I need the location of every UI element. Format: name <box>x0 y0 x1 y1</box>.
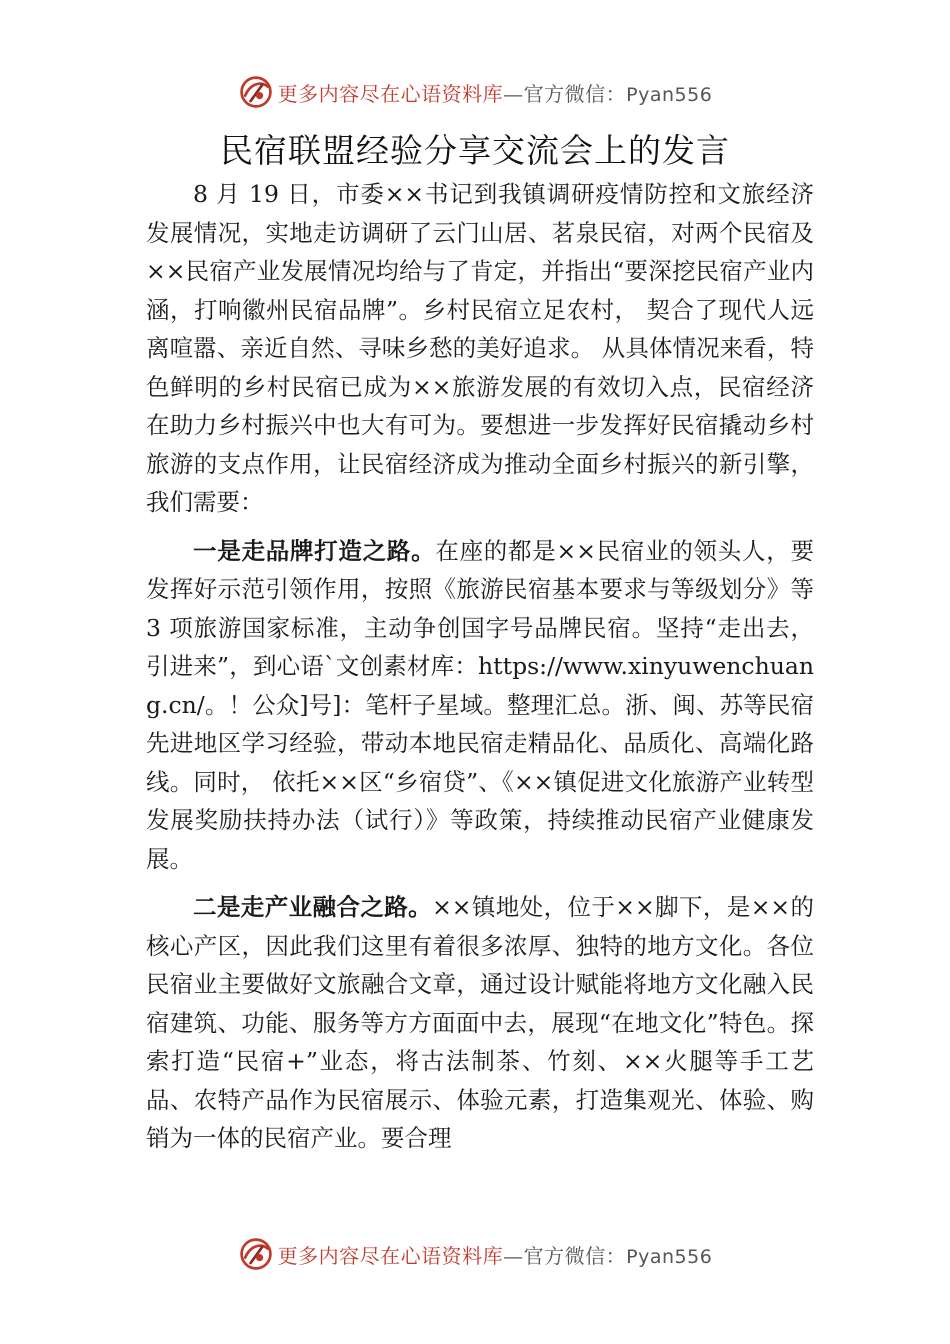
watermark-separator: — <box>503 81 524 106</box>
footer-watermark <box>0 1232 950 1276</box>
paragraph-text: 在座的都是××民宿业的领头人，要发挥好示范引领作用，按照《旅游民宿基本要求与等级划分》等 3 项旅游国家标准，主动争创国字号品牌民宿。坚持“走出去，引进来”，到心语`文创素材库：https://www.xinyuwenchuang.cn/。！公众]号]：笔杆子星域。整理汇总。浙、闽、苏等民宿先进地区学习经验，带动本地民宿走精品化、品质化、高端化路线。同时， 依托××区“乡宿贷”、《××镇促进文化旅游产业转型发展奖励扶持办法（试行）》等政策，持续推动民宿产业健康发展。 <box>146 536 814 873</box>
watermark-wechat-id: Pyan556 <box>626 1245 713 1268</box>
circular-seal-logo-icon <box>238 1236 274 1272</box>
paragraph-lead: 二是走产业融合之路。 <box>193 893 433 921</box>
watermark-text <box>278 78 713 107</box>
watermark-main: 更多内容尽在心语资料库 <box>277 1243 504 1268</box>
paragraph-industry-integration <box>146 888 814 1158</box>
watermark-wechat-label: 官方微信： <box>523 1243 627 1268</box>
paragraph-intro <box>146 175 814 522</box>
paragraph-brand-building <box>146 532 814 879</box>
watermark-separator: — <box>503 1243 524 1268</box>
watermark-wechat-label: 官方微信： <box>523 81 627 106</box>
paragraph-text: 8 月 19 日，市委××书记到我镇调研疫情防控和文旅经济发展情况，实地走访调研了云门山居、茗泉民宿，对两个民宿及××民宿产业发展情况均给与了肯定，并指出“要深挖民宿产业内涵，打响徽州民宿品牌”。乡村民宿立足农村， 契合了现代人远离喧嚣、亲近自然、寻味乡愁的美好追求。 从具体情况来看，特色鲜明的乡村民宿已成为××旅游发展的有效切入点，民宿经济在助力乡村振兴中也大有可为。要想进一步发挥好民宿撬动乡村旅游的支点作用，让民宿经济成为推动全面乡村振兴的新引擎，我们需要： <box>146 180 814 516</box>
watermark-wechat-id: Pyan556 <box>626 83 713 106</box>
circular-seal-logo-icon <box>238 74 274 110</box>
watermark-text <box>278 1240 713 1269</box>
watermark-main: 更多内容尽在心语资料库 <box>277 81 504 106</box>
document-title: 民宿联盟经验分享交流会上的发言 <box>220 131 730 170</box>
header-watermark <box>0 70 950 114</box>
paragraph-lead: 一是走品牌打造之路。 <box>193 536 436 565</box>
document-body <box>146 175 814 1158</box>
paragraph-text: ××镇地处，位于××脚下，是××的核心产区，因此我们这里有着很多浓厚、独特的地方文化。各位民宿业主要做好文旅融合文章，通过设计赋能将地方文化融入民宿建筑、功能、服务等方方面面中去，展现“在地文化”特色。探索打造“民宿+”业态，将古法制茶、竹刻、××火腿等手工艺品、农特产品作为民宿展示、体验元素，打造集观光、体验、购销为一体的民宿产业。要合理 <box>146 893 814 1152</box>
